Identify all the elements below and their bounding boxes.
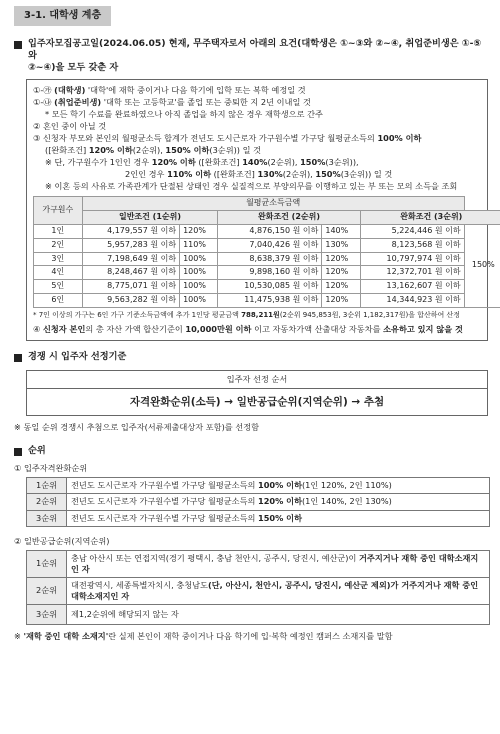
table-row — [34, 252, 500, 266]
rank-desc: 전년도 도시근로자 가구원수별 가구당 월평균소득의 150% 이하 — [67, 510, 490, 526]
pct-2-cell: 120% — [322, 252, 360, 266]
eligibility-box — [26, 79, 495, 341]
amount-value: 10,530,085 — [244, 281, 291, 291]
household-cell: 1인 — [34, 224, 83, 238]
amount-value: 9,898,160 — [249, 267, 291, 277]
household-cell: 4인 — [34, 266, 83, 280]
amount-3-cell — [360, 293, 464, 307]
amount-1-cell — [82, 224, 179, 238]
table-row — [27, 494, 490, 510]
section-title: 3-1. 대학생 계층 — [14, 6, 111, 26]
rank-label: 3순위 — [27, 510, 67, 526]
square-bullet-icon — [14, 448, 22, 456]
amount-unit: 원 이하 — [292, 253, 319, 263]
amount-2-cell — [218, 293, 322, 307]
amount-unit: 원 이하 — [292, 294, 319, 304]
amount-2-cell — [218, 224, 322, 238]
table-row — [34, 293, 500, 307]
amount-1-cell — [82, 280, 179, 294]
amount-unit: 원 이하 — [434, 294, 461, 304]
req-unmarried: ② 혼인 중이 아닐 것 — [33, 120, 107, 131]
col-relaxed-3: 완화조건 (3순위) — [360, 211, 500, 225]
table-row — [27, 478, 490, 494]
col-household: 가구원수 — [34, 197, 83, 225]
amount-value: 4,179,557 — [107, 225, 148, 235]
col-general-1: 일반조건 (1순위) — [82, 211, 218, 225]
pct-2-cell: 120% — [322, 280, 360, 294]
rank-label: 2순위 — [27, 494, 67, 510]
amount-3-cell — [360, 266, 464, 280]
amount-value: 8,775,071 — [107, 281, 148, 291]
req-jobseeker-note: * 모든 학기 수료를 완료하였으나 아직 졸업을 하지 않은 경우 재학생으로 간주 — [45, 108, 323, 119]
table-row — [27, 604, 490, 624]
amount-unit: 원 이하 — [434, 225, 461, 235]
amount-2-cell — [218, 238, 322, 252]
pct-1-cell: 100% — [180, 293, 218, 307]
eligibility-heading-line1: 입주자모집공고일(2024.06.05) 현재, 무주택자로서 아래의 요건(대학생은 ①~③와 ②~④, 취업준비생은 ①-⑤와 — [28, 37, 482, 61]
amount-unit: 원 이하 — [434, 253, 461, 263]
table-row — [34, 238, 500, 252]
amount-unit: 원 이하 — [150, 239, 177, 249]
req-student: ①-㉮ (대학생) '대학'에 재학 중이거나 다음 학기에 입학 또는 복학 예정일 것 — [33, 84, 306, 95]
amount-value: 5,224,446 — [391, 225, 433, 235]
amount-value: 12,372,701 — [386, 267, 433, 277]
col-relaxed-2: 완화조건 (2순위) — [218, 211, 360, 225]
amount-1-cell — [82, 293, 179, 307]
pct-1-cell: 100% — [180, 252, 218, 266]
amount-3-cell — [360, 238, 464, 252]
table-row — [34, 224, 500, 238]
table-row — [27, 577, 490, 604]
selection-order-box — [26, 370, 488, 416]
req-income-note1: ※ 단, 가구원수가 1인인 경우 120% 이하 ([완화조건] 140%(2순위), 150%(3순위)), — [45, 157, 359, 168]
household-cell: 5인 — [34, 280, 83, 294]
amount-value: 8,248,467 — [107, 267, 148, 277]
amount-value: 8,123,568 — [391, 239, 433, 249]
ranking-heading: 순위 — [14, 445, 488, 457]
amount-value: 7,040,426 — [249, 239, 291, 249]
amount-unit: 원 이하 — [434, 281, 461, 291]
amount-3-cell — [360, 224, 464, 238]
amount-unit: 원 이하 — [292, 267, 319, 277]
pct-1-cell: 100% — [180, 280, 218, 294]
amount-1-cell — [82, 266, 179, 280]
req-asset: ④ 신청자 본인의 총 자산 가액 합산기준이 10,000만원 이하 이고 자동차가액 산출대상 자동차를 소유하고 있지 않을 것 — [33, 324, 463, 335]
pct-3-cell: 150% — [464, 224, 500, 307]
regional-rank-table — [26, 550, 490, 625]
ranking-sub1: ① 입주자격완화순위 — [14, 463, 88, 474]
amount-2-cell — [218, 266, 322, 280]
amount-unit: 원 이하 — [150, 267, 177, 277]
rank-desc: 대전광역시, 세종특별자치시, 충청남도(단, 아산시, 천안시, 공주시, 당진시, 예산군 제외)가 거주지거나 재학 중인 대학소재지인 자 — [67, 577, 490, 604]
rank-desc: 충남 아산시 또는 연접지역(경기 평택시, 충남 천안시, 공주시, 당진시, 예산군)이 거주지거나 재학 중인 대학소재지인 자 — [67, 550, 490, 577]
amount-value: 10,797,974 — [386, 253, 433, 263]
amount-2-cell — [218, 280, 322, 294]
pct-1-cell: 120% — [180, 224, 218, 238]
rank-desc: 전년도 도시근로자 가구원수별 가구당 월평균소득의 120% 이하(1인 140%, 2인 130%) — [67, 494, 490, 510]
rank-label: 2순위 — [27, 577, 67, 604]
req-income-note2: 2인인 경우 110% 이하 ([완화조건] 130%(2순위), 150%(3순위)) 일 것 — [125, 169, 393, 180]
income-table — [33, 196, 500, 307]
square-bullet-icon — [14, 41, 22, 49]
pct-1-cell: 110% — [180, 238, 218, 252]
table-row — [34, 266, 500, 280]
pct-2-cell: 140% — [322, 224, 360, 238]
amount-unit: 원 이하 — [150, 281, 177, 291]
amount-2-cell — [218, 252, 322, 266]
amount-value: 7,198,649 — [107, 253, 148, 263]
amount-unit: 원 이하 — [150, 253, 177, 263]
eligibility-heading-line2: ②~④)을 모두 갖춘 자 — [28, 62, 119, 74]
amount-value: 13,162,607 — [386, 281, 433, 291]
household-cell: 2인 — [34, 238, 83, 252]
amount-unit: 원 이하 — [292, 225, 319, 235]
household-cell: 3인 — [34, 252, 83, 266]
square-bullet-icon — [14, 354, 22, 362]
amount-unit: 원 이하 — [150, 225, 177, 235]
amount-unit: 원 이하 — [434, 267, 461, 277]
income-footnote: * 7인 이상의 가구는 6인 가구 기준소득금액에 추가 1인당 평균금액 788,211원(2순위 945,853원, 3순위 1,182,317원)을 합산하여 산정 — [33, 310, 461, 319]
household-cell: 6인 — [34, 293, 83, 307]
amount-value: 4,876,150 — [249, 225, 291, 235]
selection-order-header: 입주자 선정 순서 — [27, 371, 487, 389]
amount-unit: 원 이하 — [150, 294, 177, 304]
competition-note: ※ 동일 순위 경쟁시 추첨으로 입주자(서류제출대상자 포함)를 선정함 — [14, 421, 260, 432]
amount-unit: 원 이하 — [434, 239, 461, 249]
relaxed-rank-table — [26, 477, 490, 526]
req-income-relaxed: ([완화조건] 120% 이하(2순위), 150% 이하(3순위)) 일 것 — [45, 145, 262, 156]
pct-1-cell: 100% — [180, 266, 218, 280]
rank-label: 3순위 — [27, 604, 67, 624]
amount-3-cell — [360, 280, 464, 294]
amount-unit: 원 이하 — [292, 239, 319, 249]
req-income-note3: ※ 이혼 등의 사유로 가족관계가 단절된 상태인 경우 실질적으로 부양의무를 이행하고 있는 부 또는 모의 소득을 조회 — [45, 181, 458, 192]
amount-3-cell — [360, 252, 464, 266]
amount-1-cell — [82, 238, 179, 252]
amount-unit: 원 이하 — [292, 281, 319, 291]
rank-desc: 전년도 도시근로자 가구원수별 가구당 월평균소득의 100% 이하(1인 120%, 2인 110%) — [67, 478, 490, 494]
col-group: 월평균소득금액 — [82, 197, 464, 211]
req-income: ③ 신청자 부모와 본인의 월평균소득 합계가 전년도 도시근로자 가구원수별 가구당 월평균소득의 100% 이하 — [33, 133, 422, 144]
amount-value: 14,344,923 — [386, 294, 433, 304]
table-row — [27, 550, 490, 577]
selection-order-body: 자격완화순위(소득) → 일반공급순위(지역순위) → 추첨 — [129, 395, 385, 408]
rank-label: 1순위 — [27, 550, 67, 577]
eligibility-heading — [14, 38, 488, 75]
table-row — [34, 280, 500, 294]
amount-1-cell — [82, 252, 179, 266]
rank-label: 1순위 — [27, 478, 67, 494]
ranking-sub2: ② 일반공급순위(지역순위) — [14, 535, 110, 546]
pct-2-cell: 130% — [322, 238, 360, 252]
final-note: ※ '재학 중인 대학 소재지'란 실제 본인이 재학 중이거나 다음 학기에 입·복학 예정인 캠퍼스 소재지를 말함 — [14, 630, 393, 641]
rank-desc: 제1,2순위에 해당되지 않는 자 — [67, 604, 490, 624]
req-jobseeker: ①-㉯ (취업준비생) '대학 또는 고등학교'를 졸업 또는 중퇴한 지 2년 이내일 것 — [33, 96, 311, 107]
amount-value: 9,563,282 — [107, 294, 148, 304]
competition-heading: 경쟁 시 입주자 선정기준 — [14, 351, 488, 363]
pct-2-cell: 120% — [322, 266, 360, 280]
table-row — [27, 510, 490, 526]
pct-2-cell: 120% — [322, 293, 360, 307]
amount-value: 8,638,379 — [249, 253, 291, 263]
amount-value: 5,957,283 — [107, 239, 148, 249]
amount-value: 11,475,938 — [244, 294, 291, 304]
